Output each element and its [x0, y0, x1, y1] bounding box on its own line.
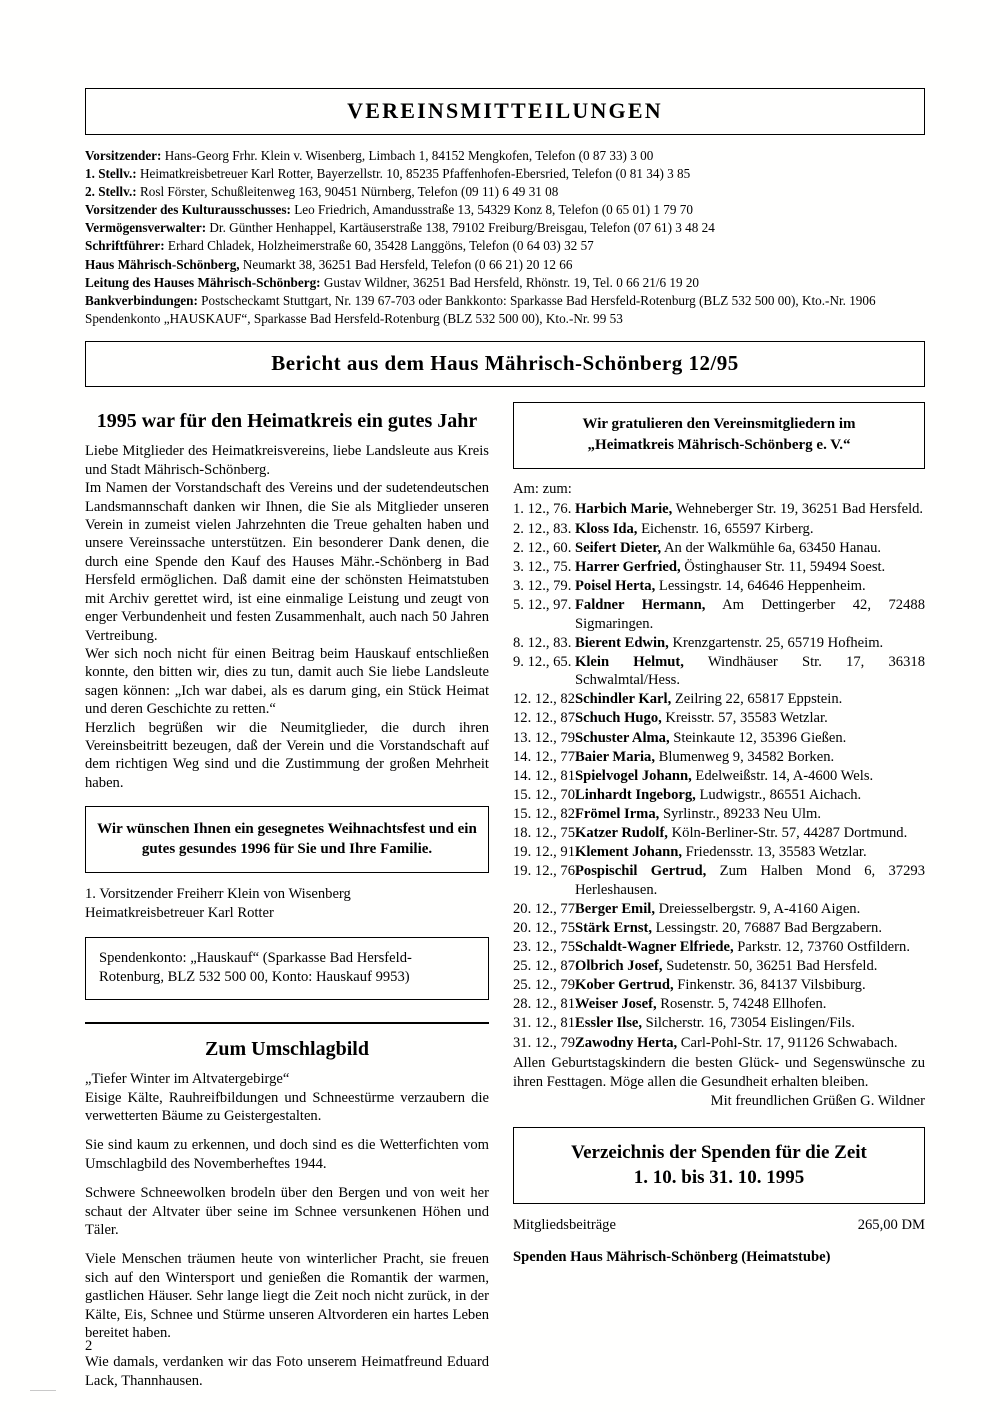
birthday-address: Ludwigstr., 86551 Aichach.: [695, 786, 862, 803]
birthday-date: 20. 12., 75.: [513, 920, 579, 936]
list-item: [513, 1014, 925, 1033]
birthday-address: Lessingstr. 20, 76887 Bad Bergzabern.: [652, 920, 882, 936]
donations-heading: Spenden Haus Mährisch-Schönberg (Heimatstube): [513, 1248, 831, 1265]
birthday-name: Poisel Herta,: [575, 577, 656, 594]
birthday-date: 3. 12., 75.: [513, 558, 572, 575]
birthday-entry: [575, 767, 925, 786]
birthday-date: 15. 12., 82.: [513, 805, 579, 822]
birthday-address: Edelweißstr. 14, A-4600 Wels.: [691, 767, 874, 784]
page-content: [85, 88, 925, 1390]
birthday-name: Pospischil Gertrud,: [575, 863, 707, 880]
contact-line: [85, 311, 925, 328]
congratulations-line-2: „Heimatkreis Mährisch-Schönberg e. V.“: [587, 437, 851, 454]
signature-line: 1. Vorsitzender Freiherr Klein von Wisenberg: [85, 886, 351, 903]
christmas-wish-box: Wir wünschen Ihnen ein gesegnetes Weihnachtsfest und ein gutes gesundes 1996 für Sie und Ihre Familie.: [85, 806, 489, 873]
birthday-closing-text: Allen Geburtstagskindern die besten Glück- und Segenswünsche zu ihren Festtagen. Möge allen die Gesundheit erhalten bleiben.: [513, 1055, 925, 1090]
two-column-body: [85, 402, 925, 1390]
contact-text: Erhard Chladek, Holzheimerstraße 60, 35428 Langgöns, Telefon (0 64 03) 32 57: [164, 238, 594, 254]
list-item: [513, 767, 925, 786]
contact-text: Spendenkonto „HAUSKAUF“, Sparkasse Bad Hersfeld-Rotenburg (BLZ 532 500 00), Kto.-Nr. 99 53: [85, 310, 623, 326]
list-item: [513, 938, 925, 957]
birthday-entry: [575, 862, 925, 899]
birthday-name: Schindler Karl,: [575, 691, 672, 708]
paragraph: Sie sind kaum zu erkennen, und doch sind es die Wetterfichten vom Umschlagbild des Novemberheftes 1944.: [85, 1137, 489, 1172]
birthday-address: Sudetenstr. 50, 36251 Bad Hersfeld.: [662, 958, 878, 975]
birthday-date: 12. 12., 82.: [513, 691, 579, 708]
contact-line: [85, 238, 925, 255]
birthday-name: Berger Emil,: [575, 900, 655, 917]
contact-line: [85, 184, 925, 201]
list-item: [513, 805, 925, 824]
list-item: [513, 709, 925, 728]
birthday-entry: [575, 976, 925, 995]
paragraph: Viele Menschen träumen heute von winterlicher Pracht, sie freuen sich auf den Wintersport und genießen die Romantik der warmen, gastlichen Häuser. Sehr lange liegt die Zeit noch nicht zurück, in der Kälte, Eis, Schnee und Stürme unseren Altvorderen ein hartes Leben bereitet haben.: [85, 1251, 489, 1342]
birthday-name: Schuch Hugo,: [575, 710, 662, 727]
birthday-entry: [575, 558, 925, 577]
left-section-title: 1995 war für den Heimatkreis ein gutes Jahr: [96, 410, 478, 433]
birthday-date: 18. 12., 75.: [513, 825, 579, 842]
list-item: [513, 1034, 925, 1053]
birthday-date: 2. 12., 83.: [513, 520, 572, 537]
birthday-entry: [575, 824, 925, 843]
donations-period-line-1: Verzeichnis der Spenden für die Zeit: [571, 1141, 867, 1163]
contact-label: Vermögensverwalter:: [85, 220, 207, 236]
birthday-entry: [575, 805, 925, 824]
list-item: [513, 634, 925, 653]
membership-fee-value: 265,00 DM: [857, 1216, 925, 1233]
birthday-name: Faldner Hermann,: [575, 596, 706, 613]
birthday-address: Zum Halben Mond 6, 37293 Herleshausen.: [575, 863, 925, 898]
birthday-closing: [513, 1054, 925, 1111]
birthday-entry: [575, 539, 925, 558]
membership-fee-label: Mitgliedsbeiträge: [513, 1216, 616, 1233]
contact-line: [85, 220, 925, 237]
congratulations-line-1: Wir gratulieren den Vereinsmitgliedern im: [582, 416, 856, 433]
birthday-entry: [575, 1014, 925, 1033]
birthday-date: 1. 12., 76.: [513, 501, 572, 518]
birthday-name: Kloss Ida,: [575, 520, 638, 537]
birthday-address: Köln-Berliner-Str. 57, 44287 Dortmund.: [667, 825, 908, 842]
page-number: 2: [85, 1338, 93, 1354]
birthday-address: Silcherstr. 16, 73054 Eislingen/Fils.: [642, 1015, 855, 1032]
birthday-entry: [575, 843, 925, 862]
list-item: [513, 900, 925, 919]
contact-line: [85, 166, 925, 183]
birthday-name: Bierent Edwin,: [575, 634, 669, 651]
birthday-date: 25. 12., 79.: [513, 977, 579, 994]
contact-label: Vorsitzender:: [85, 148, 162, 163]
birthday-name: Zawodny Herta,: [575, 1034, 678, 1051]
paragraph: Wie damals, verdanken wir das Foto unserem Heimatfreund Eduard Lack, Thannhausen.: [85, 1354, 489, 1389]
contact-text: Rosl Förster, Schußleitenweg 163, 90451 Nürnberg, Telefon (09 11) 6 49 31 08: [136, 184, 559, 200]
contact-line: [85, 293, 925, 310]
birthday-name: Frömel Irma,: [575, 805, 660, 822]
list-item: [513, 558, 925, 577]
paragraph: Herzlich begrüßen wir die Neumitglieder, die durch ihren Vereinsbeitritt bezeugen, daß der Verein und die Vorstandschaft auf dem richtigen Weg sind und die Zustimmung der großen Mehrheit haben.: [85, 719, 489, 791]
birthday-name: Harbich Marie,: [575, 501, 673, 518]
list-item: [513, 653, 925, 690]
donations-period-line-2: 1. 10. bis 31. 10. 1995: [633, 1166, 805, 1188]
birthday-name: Kober Gertrud,: [575, 977, 674, 994]
contact-line: [85, 275, 925, 292]
birthday-date: 20. 12., 77.: [513, 900, 579, 917]
birthday-address: Carl-Pohl-Str. 17, 91126 Schwabach.: [677, 1034, 898, 1051]
birthday-name: Schaldt-Wagner Elfriede,: [575, 939, 734, 956]
paragraph: Eisige Kälte, Rauhreifbildungen und Schneestürme verzaubern die verwetterten Bäume zu Geistergestalten.: [85, 1089, 489, 1124]
birthday-address: Kreisstr. 57, 35583 Wetzlar.: [661, 710, 828, 727]
scan-artifact: [30, 1390, 56, 1391]
birthday-address: Finkenstr. 36, 84137 Vilsbiburg.: [673, 977, 866, 994]
report-heading: Bericht aus dem Haus Mährisch-Schönberg 12/95: [85, 341, 925, 387]
list-item: [513, 786, 925, 805]
birthday-date: 9. 12., 65.: [513, 653, 572, 670]
left-column: [85, 402, 489, 1390]
birthday-date: 19. 12., 91.: [513, 844, 579, 861]
birthday-name: Olbrich Josef,: [575, 958, 663, 975]
section-divider: [85, 1022, 489, 1024]
birthday-date: 14. 12., 81.: [513, 767, 579, 784]
birthday-address: Lessingstr. 14, 64646 Heppenheim.: [655, 577, 866, 594]
birthday-entry: [575, 596, 925, 633]
birthday-address: Eichenstr. 16, 65597 Kirberg.: [637, 520, 814, 537]
contact-text: Neumarkt 38, 36251 Bad Hersfeld, Telefon (0 66 21) 20 12 66: [239, 256, 573, 272]
contact-text: Heimatkreisbetreuer Karl Rotter, Bayerzellstr. 10, 85235 Pfaffenhofen-Ebersried, Telefon (0 81 34) 3 85: [136, 166, 691, 182]
signature-line: Heimatkreisbetreuer Karl Rotter: [85, 905, 274, 922]
birthday-entry: [575, 729, 925, 748]
list-item: [513, 577, 925, 596]
list-item: [513, 995, 925, 1014]
contact-text: Dr. Günther Henhappel, Kartäuserstraße 138, 79102 Freiburg/Breisgau, Telefon (07 61) 3 48 24: [206, 220, 715, 236]
birthday-address: Parkstr. 12, 73760 Ostfildern.: [733, 939, 910, 956]
list-item: [513, 862, 925, 899]
birthday-date: 3. 12., 79.: [513, 577, 572, 594]
birthday-name: Harrer Gerfried,: [575, 558, 681, 575]
contact-label: 2. Stellv.:: [85, 184, 137, 200]
list-item: [513, 957, 925, 976]
birthday-address: An der Walkmühle 6a, 63450 Hanau.: [661, 539, 882, 556]
birthday-address: Östinghauser Str. 11, 59494 Soest.: [680, 558, 886, 575]
birthday-name: Essler Ilse,: [575, 1015, 643, 1032]
contact-text: Gustav Wildner, 36251 Bad Hersfeld, Rhönstr. 19, Tel. 0 66 21/6 19 20: [320, 274, 700, 290]
birthday-entry: [575, 995, 925, 1014]
list-item: [513, 843, 925, 862]
birthday-entry: [575, 1034, 925, 1053]
birthday-entry: [575, 634, 925, 653]
birthday-closing-signature: Mit freundlichen Grüßen G. Wildner: [710, 1093, 925, 1110]
birthday-address: Wehneberger Str. 19, 36251 Bad Hersfeld.: [672, 501, 924, 518]
list-item: [513, 824, 925, 843]
contact-label: Bankverbindungen:: [85, 292, 198, 308]
birthday-name: Spielvogel Johann,: [575, 767, 692, 784]
birthday-date: 31. 12., 79.: [513, 1034, 579, 1051]
list-item: [513, 690, 925, 709]
birthday-address: Am Dettingerber 42, 72488 Sigmaringen.: [575, 596, 925, 632]
contact-label: Vorsitzender des Kulturausschusses:: [85, 202, 291, 218]
right-column: [513, 402, 925, 1390]
birthday-entry: [575, 957, 925, 976]
paragraph: Schwere Schneewolken brodeln über den Bergen und von weit her schaut der Altvater über seine im Schnee versunkenen Höhen und Täler.: [85, 1185, 489, 1238]
contact-text: Leo Friedrich, Amandusstraße 13, 54329 Konz 8, Telefon (0 65 01) 1 79 70: [290, 202, 693, 218]
list-item: [513, 520, 925, 539]
signature-block: [85, 885, 489, 923]
birthday-address: Krenzgartenstr. 25, 65719 Hofheim.: [668, 634, 884, 651]
birthday-date: 25. 12., 87.: [513, 958, 579, 975]
membership-fee-row: [513, 1217, 925, 1234]
paragraph: „Tiefer Winter im Altvatergebirge“: [85, 1071, 290, 1088]
birthday-entry: [575, 577, 925, 596]
column-gap: [489, 402, 513, 1390]
birthday-name: Stärk Ernst,: [575, 920, 653, 936]
contact-text: Hans-Georg Frhr. Klein v. Wisenberg, Limbach 1, 84152 Mengkofen, Telefon (0 87 33) 3 00: [161, 148, 654, 163]
contact-label: Haus Mährisch-Schönberg,: [85, 256, 240, 272]
birthday-name: Schuster Alma,: [575, 729, 670, 746]
birthday-entry: [575, 500, 925, 519]
contact-line: [85, 148, 925, 165]
list-item: [513, 500, 925, 519]
contact-label: 1. Stellv.:: [85, 166, 137, 182]
contact-line: [85, 257, 925, 274]
list-item: [513, 748, 925, 767]
birthday-name: Weiser Josef,: [575, 996, 657, 1013]
birthday-entry: [575, 709, 925, 728]
birthday-entry: [575, 786, 925, 805]
birthday-name: Baier Maria,: [575, 748, 655, 765]
donations-period-box: [513, 1127, 925, 1204]
birthday-name: Klein Helmut,: [575, 653, 684, 670]
birthday-date: 12. 12., 87.: [513, 710, 579, 727]
cover-image-title: Zum Umschlagbild: [205, 1038, 369, 1061]
birthday-date: 31. 12., 81.: [513, 1015, 579, 1032]
list-item: [513, 976, 925, 995]
birthday-date: 19. 12., 76.: [513, 863, 579, 880]
birthday-date: 2. 12., 60.: [513, 539, 572, 556]
birthday-entry: [575, 900, 925, 919]
birthday-address: Blumenweg 9, 34582 Borken.: [654, 748, 835, 765]
birthday-date: 23. 12., 75.: [513, 939, 579, 956]
birthday-list: [513, 500, 925, 1052]
birthday-address: Dreiesselbergstr. 9, A-4160 Aigen.: [654, 900, 861, 917]
vereinsmitteilungen-title: VEREINSMITTEILUNGEN: [85, 88, 925, 135]
paragraph: Liebe Mitglieder des Heimatkreisvereins, liebe Landsleute aus Kreis und Stadt Mährisch-Schönberg.: [85, 443, 489, 478]
birthday-address: Friedensstr. 13, 35583 Wetzlar.: [682, 844, 867, 861]
birthday-name: Katzer Rudolf,: [575, 825, 668, 842]
birthday-entry: [575, 690, 925, 709]
birthday-list-header: Am: zum:: [513, 481, 572, 498]
birthday-address: Syrlinstr., 89233 Neu Ulm.: [659, 805, 822, 822]
birthday-date: 8. 12., 83.: [513, 634, 572, 651]
birthday-date: 13. 12., 79.: [513, 729, 579, 746]
birthday-entry: [575, 520, 925, 539]
contact-text: Postscheckamt Stuttgart, Nr. 139 67-703 oder Bankkonto: Sparkasse Bad Hersfeld-Rotenburg (BLZ 532 500 00), Kto.-Nr. 1906: [197, 292, 876, 308]
list-item: [513, 729, 925, 748]
contact-block: [85, 148, 925, 327]
contact-label: Schriftführer:: [85, 238, 165, 254]
contact-label: Leitung des Hauses Mährisch-Schönberg:: [85, 274, 321, 290]
congratulations-box: [513, 402, 925, 469]
birthday-address: Zeilring 22, 65817 Eppstein.: [671, 691, 843, 708]
birthday-date: 28. 12., 81.: [513, 996, 579, 1013]
birthday-address: Steinkaute 12, 35396 Gießen.: [669, 729, 847, 746]
birthday-date: 14. 12., 77.: [513, 748, 579, 765]
paragraph: Im Namen der Vorstandschaft des Vereins und der sudetendeutschen Landsmannschaft danken wir Ihnen, die Sie als Mitglieder unseren Verein in zumeist vielen Jahrzehnten die Treue gehalten haben und unsere Vereinssache unterstützen. Ein besonderer Dank denen, die durch eine Spende den Kauf des Hauses Mähr.-Schönberg in Bad Hersfeld ermöglichen. Daß damit eine der schönsten Heimatstuben mit Archiv gerettet wird, ist eine einmalige Leistung und zeugt von enger Verbundenheit und festen Zusammenhalt, auch nach 50 Jahren Vertreibung.: [85, 480, 489, 644]
birthday-date: 5. 12., 97.: [513, 596, 572, 613]
birthday-date: 15. 12., 70.: [513, 786, 579, 803]
list-item: [513, 539, 925, 558]
birthday-name: Seifert Dieter,: [575, 539, 662, 556]
birthday-address: Rosenstr. 5, 74248 Ellhofen.: [656, 996, 827, 1013]
paragraph: Wer sich noch nicht für einen Beitrag beim Hauskauf entschließen konnte, den bitten wir, dies zu tun, damit auch Sie liebe Landsleute sagen können: „Ich war dabei, als es darum ging, ein Stück Heimat und deren Geschichte zu retten.“: [85, 645, 489, 718]
birthday-entry: [575, 653, 925, 690]
birthday-address: Windhäuser Str. 17, 36318 Schwalmtal/Hess.: [575, 653, 925, 689]
birthday-entry: [575, 748, 925, 767]
birthday-entry: [575, 919, 925, 938]
donation-account-box: Spendenkonto: „Hauskauf“ (Sparkasse Bad Hersfeld-Rotenburg, BLZ 532 500 00, Konto: Hauskauf 9953): [85, 937, 489, 1000]
birthday-name: Linhardt Ingeborg,: [575, 786, 696, 803]
contact-line: [85, 202, 925, 219]
list-item: [513, 596, 925, 633]
birthday-name: Klement Johann,: [575, 844, 683, 861]
birthday-entry: [575, 938, 925, 957]
list-item: [513, 919, 925, 938]
